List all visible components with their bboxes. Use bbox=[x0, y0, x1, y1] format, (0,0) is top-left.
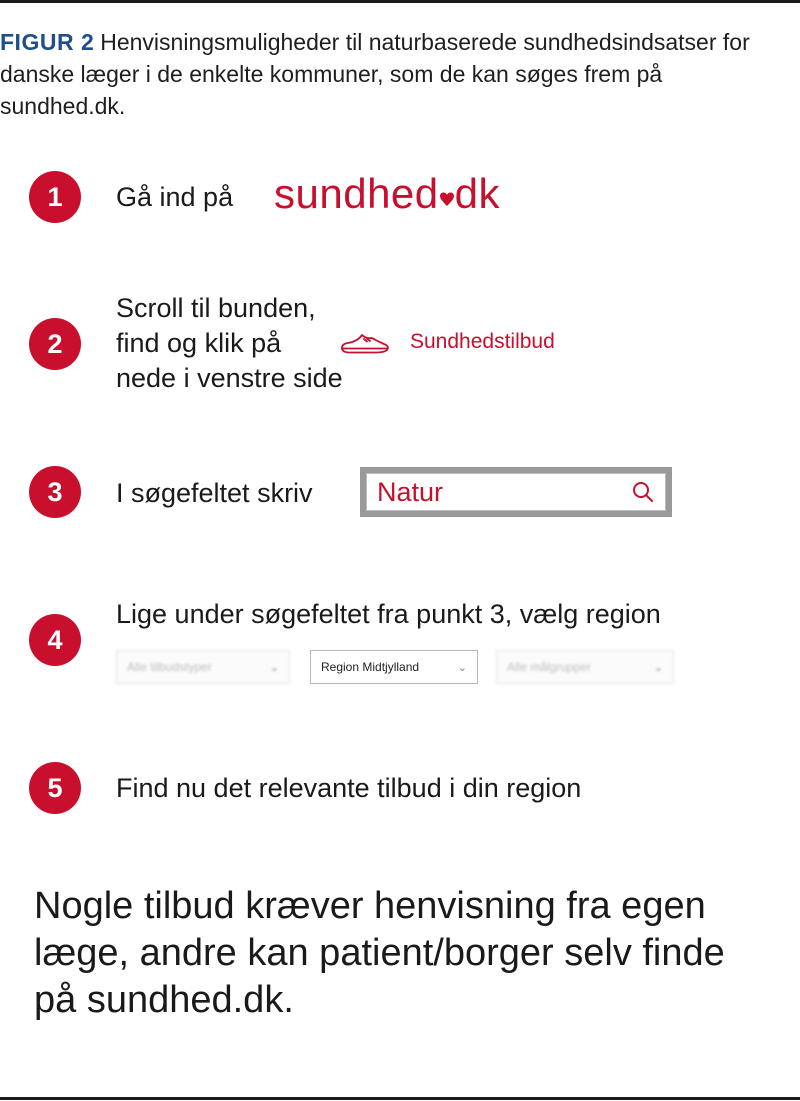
search-field[interactable] bbox=[360, 467, 672, 517]
step-2-line-3: nede i venstre side bbox=[116, 363, 343, 393]
chevron-down-icon: ⌄ bbox=[457, 661, 467, 674]
step-5-text: Find nu det relevante tilbud i din region bbox=[116, 773, 582, 803]
search-inner[interactable] bbox=[366, 473, 666, 511]
chevron-down-icon: ⌄ bbox=[269, 661, 279, 674]
step-2-badge: 2 bbox=[29, 318, 81, 370]
step-2-text bbox=[116, 291, 343, 396]
step-2-line-2: find og klik på bbox=[116, 328, 282, 358]
step-3-text: I søgefeltet skriv bbox=[116, 478, 313, 508]
chevron-down-icon: ⌄ bbox=[653, 661, 663, 674]
bottom-rule bbox=[0, 1097, 800, 1100]
select-region[interactable] bbox=[310, 650, 478, 684]
shoe-icon bbox=[340, 331, 390, 355]
step-3-badge: 3 bbox=[29, 466, 81, 518]
figure-label: FIGUR 2 bbox=[0, 29, 95, 55]
step-2-line-1: Scroll til bunden, bbox=[116, 293, 316, 323]
select-target-group[interactable] bbox=[496, 650, 674, 684]
select-region-value: Region Midtjylland bbox=[321, 660, 420, 674]
figure-caption bbox=[0, 26, 790, 122]
select-target-group-value: Alle målgrupper bbox=[507, 660, 592, 674]
logo-tld-text: dk bbox=[454, 170, 501, 217]
step-1-badge: 1 bbox=[29, 171, 81, 223]
figure-caption-text: Henvisningsmuligheder til naturbaserede sundhedsindsatser for danske læger i de enkelte kommuner, som de kan søges frem på sundhed.dk. bbox=[0, 29, 750, 119]
heart-icon bbox=[439, 170, 455, 194]
select-offer-type[interactable] bbox=[116, 650, 290, 684]
select-offer-type-value: Alle tilbudstyper bbox=[127, 660, 212, 674]
top-rule bbox=[0, 0, 800, 3]
referral-note: Nogle tilbud kræver henvisning fra egen læge, andre kan patient/borger selv finde på sundhed.dk. bbox=[34, 885, 725, 1021]
sundhed-dk-logo[interactable] bbox=[274, 170, 500, 222]
search-icon[interactable] bbox=[631, 480, 655, 504]
step-5-badge: 5 bbox=[29, 762, 81, 814]
logo-main-text: sundhed bbox=[274, 170, 439, 217]
search-input-value: Natur bbox=[377, 476, 444, 507]
step-4-text: Lige under søgefeltet fra punkt 3, vælg region bbox=[116, 599, 661, 629]
sundhedstilbud-link[interactable]: Sundhedstilbud bbox=[410, 330, 555, 353]
step-1-text: Gå ind på bbox=[116, 182, 234, 212]
step-4-badge: 4 bbox=[29, 614, 81, 666]
